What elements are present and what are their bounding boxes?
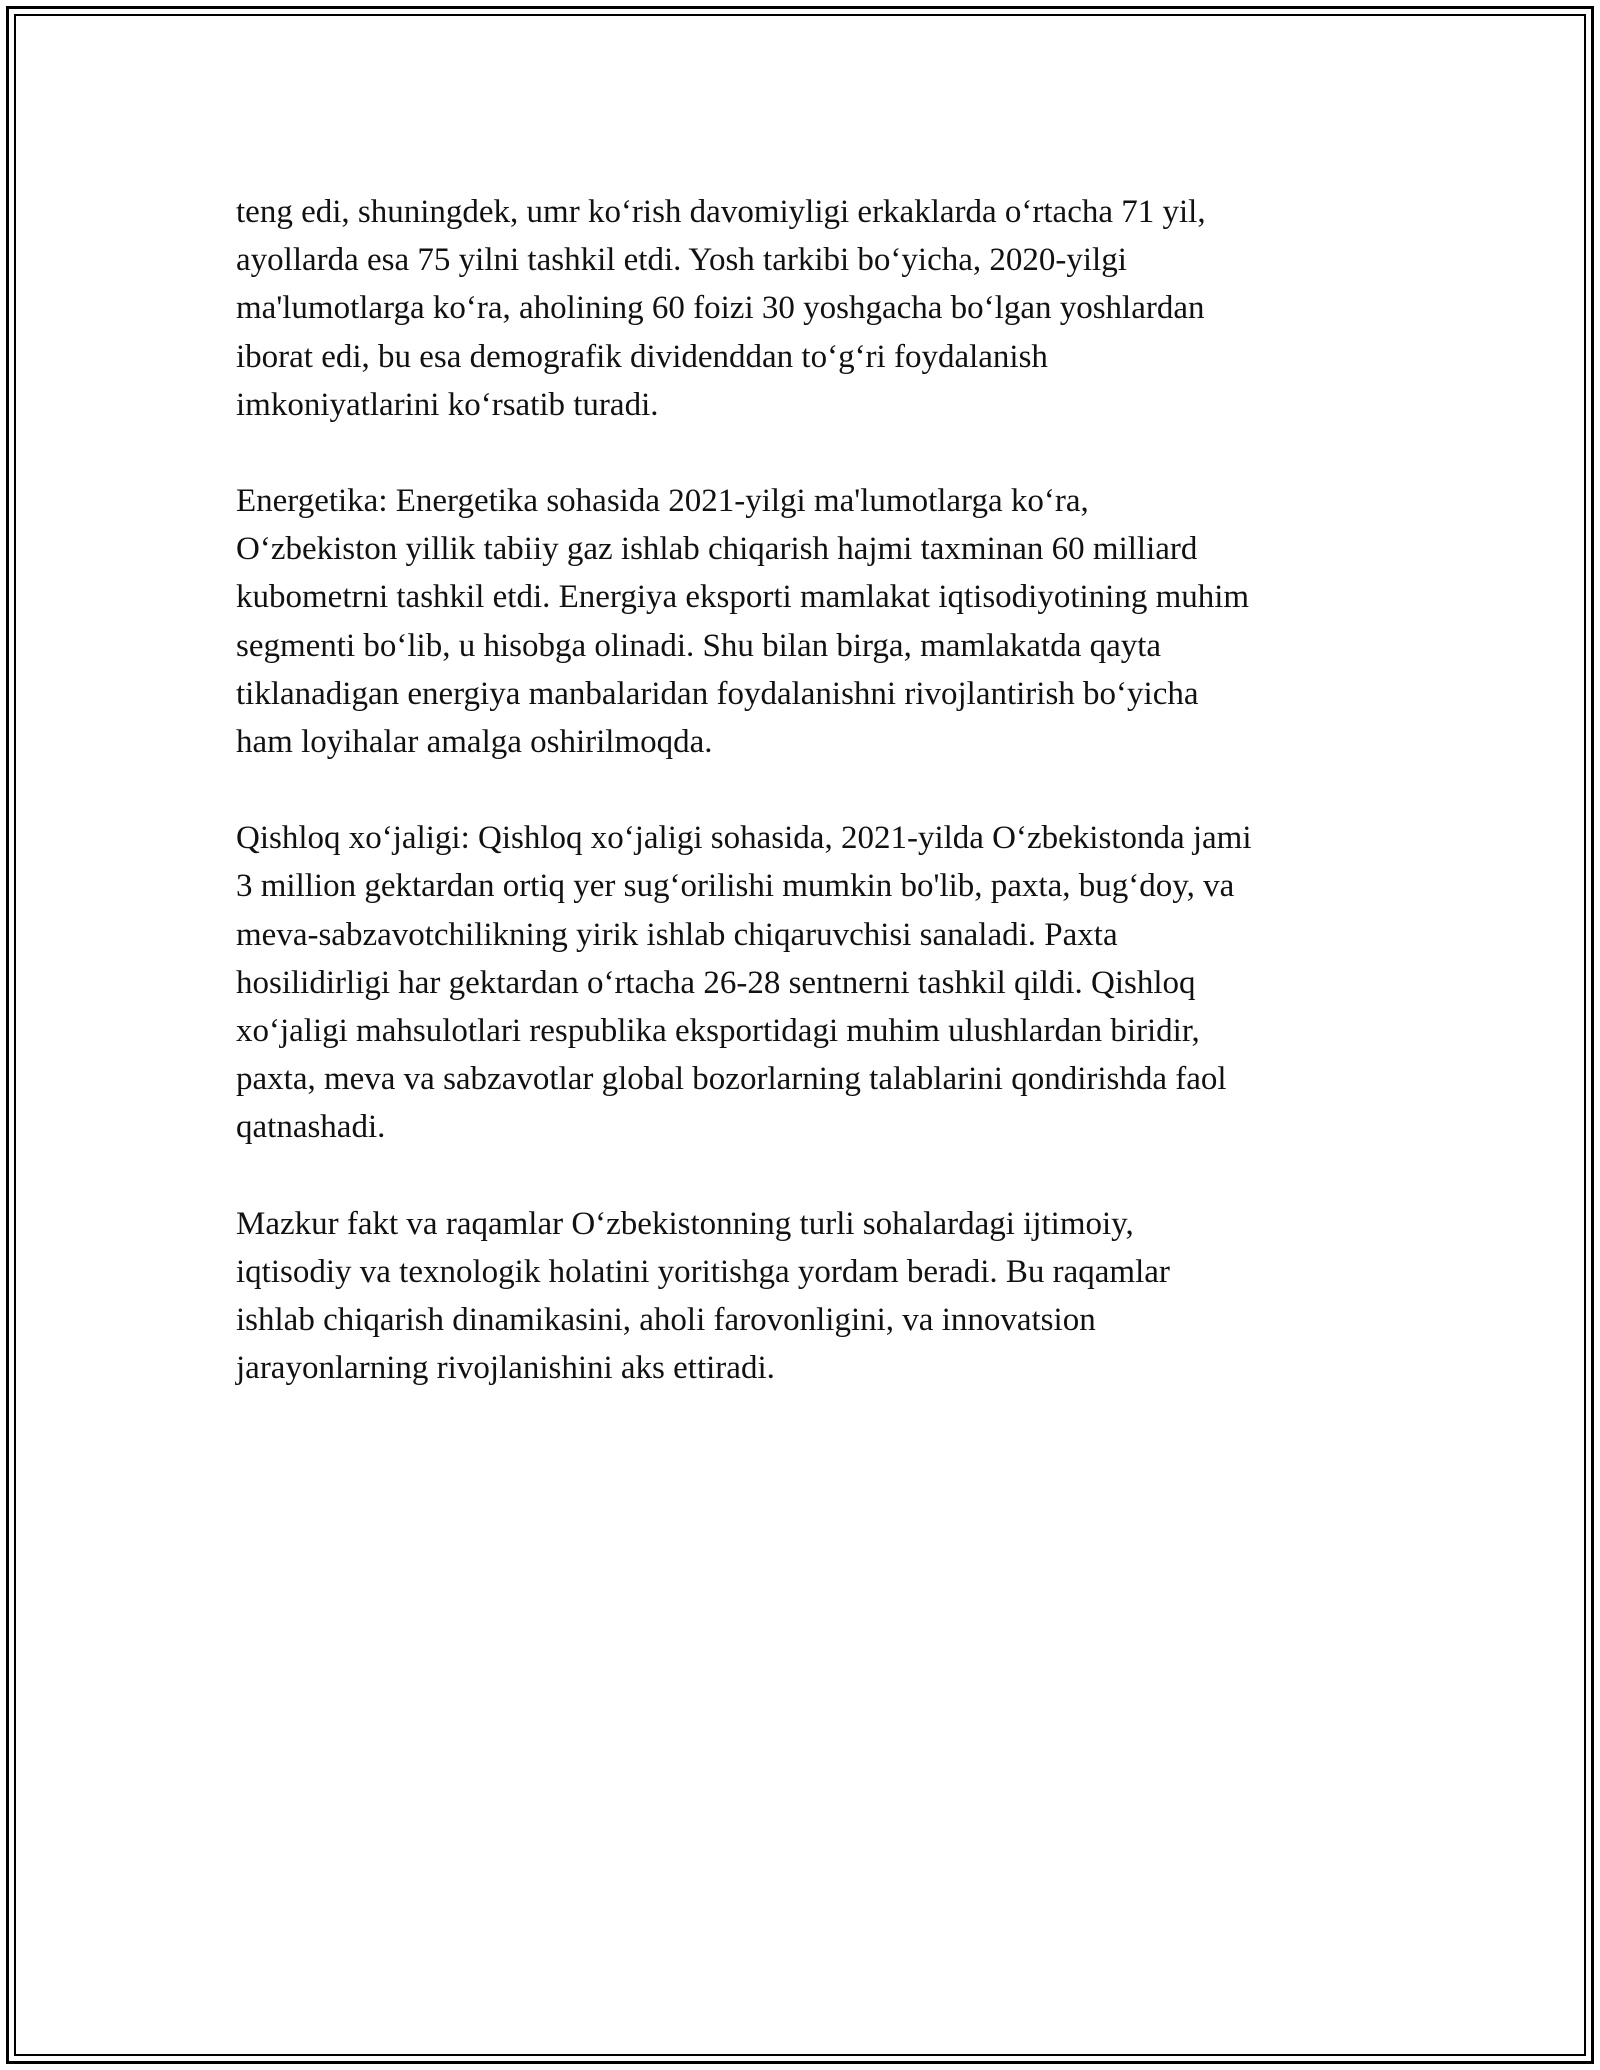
paragraph-agriculture: Qishloq xo‘jaligi: Qishloq xo‘jaligi sohasida, 2021-yilda O‘zbekistonda jami 3 million gektardan ortiq yer sug‘orilishi mumkin bo'lib, paxta, bug‘doy, va meva-sabzavotchilikning yirik ishlab chiqaruvchisi sanaladi. Paxta hosilidirligi har gektardan o‘rtacha 26-28 sentnerni tashkil qildi. Qishloq xo‘jaligi mahsulotlari respublika eksportidagi muhim ulushlardan biridir, paxta, meva va sabzavotlar global bozorlarning talablarini qondirishda faol qatnashadi. xyxy=(236,820,1252,1146)
paragraph-demographics: teng edi, shuningdek, umr ko‘rish davomiyligi erkaklarda o‘rtacha 71 yil, ayollarda esa 75 yilni tashkil etdi. Yosh tarkibi bo‘yicha, 2020-yilgi ma'lumotlarga ko‘ra, aholining 60 foizi 30 yoshgacha bo‘lgan yoshlardan iborat edi, bu esa demografik dividenddan to‘g‘ri foydalanish imkoniyatlarini ko‘rsatib turadi. xyxy=(236,194,1206,423)
document-body xyxy=(236,188,1376,1440)
paragraph-energy: Energetika: Energetika sohasida 2021-yilgi ma'lumotlarga ko‘ra, O‘zbekiston yillik tabiiy gaz ishlab chiqarish hajmi taxminan 60 milliard kubometrni tashkil etdi. Energiya eksporti mamlakat iqtisodiyotining muhim segmenti bo‘lib, u hisobga olinadi. Shu bilan birga, mamlakatda qayta tiklanadigan energiya manbalaridan foydalanishni rivojlantirish bo‘yicha ham loyihalar amalga oshirilmoqda. xyxy=(236,483,1250,761)
paragraph-conclusion: Mazkur fakt va raqamlar O‘zbekistonning turli sohalardagi ijtimoiy, iqtisodiy va texnologik holatini yoritishga yordam beradi. Bu raqamlar ishlab chiqarish dinamikasini, aholi farovonligini, va innovatsion jarayonlarning rivojlanishini aks ettiradi. xyxy=(236,1205,1170,1387)
